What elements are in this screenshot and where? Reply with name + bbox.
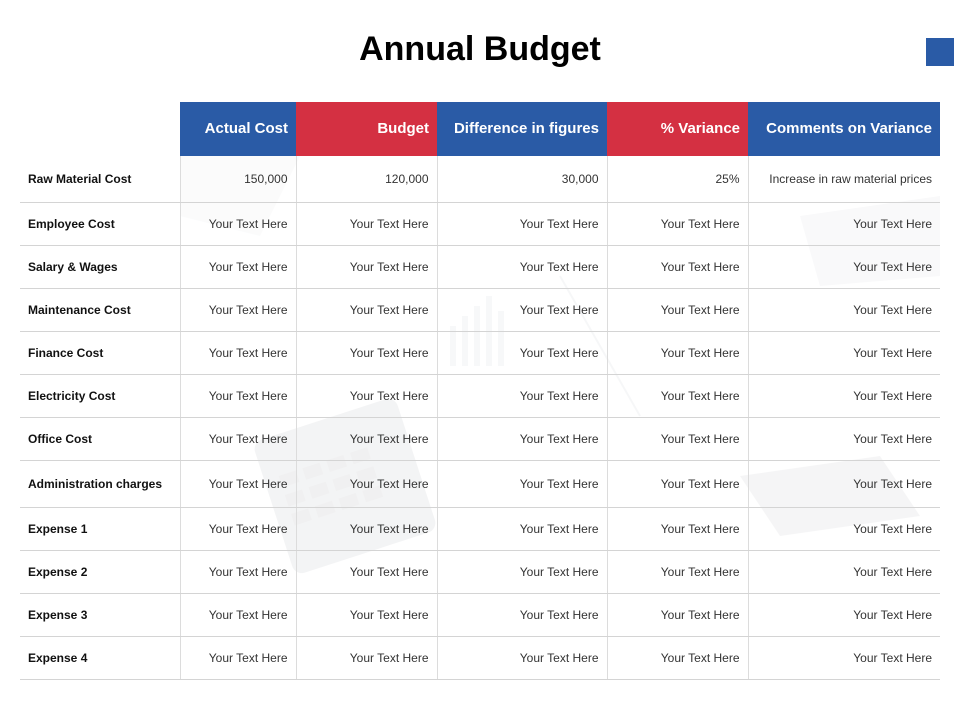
row-label: Office Cost — [20, 418, 180, 461]
table-cell: Your Text Here — [607, 418, 748, 461]
header-variance: % Variance — [607, 102, 748, 156]
table-cell: Your Text Here — [748, 594, 940, 637]
table-cell: Your Text Here — [748, 508, 940, 551]
table-cell: 30,000 — [437, 156, 607, 203]
table-cell: Your Text Here — [180, 289, 296, 332]
table-row — [20, 551, 940, 594]
table-cell: Increase in raw material prices — [748, 156, 940, 203]
table-cell: Your Text Here — [607, 246, 748, 289]
table-cell: Your Text Here — [748, 551, 940, 594]
table-row — [20, 203, 940, 246]
header-budget: Budget — [296, 102, 437, 156]
row-label: Raw Material Cost — [20, 156, 180, 203]
table-cell: Your Text Here — [437, 203, 607, 246]
row-label: Employee Cost — [20, 203, 180, 246]
table-cell: Your Text Here — [296, 418, 437, 461]
table-cell: Your Text Here — [748, 203, 940, 246]
table-cell: Your Text Here — [607, 461, 748, 508]
header-difference: Difference in figures — [437, 102, 607, 156]
table-cell: Your Text Here — [437, 508, 607, 551]
table-cell: Your Text Here — [180, 203, 296, 246]
table-cell: Your Text Here — [296, 332, 437, 375]
table-cell: Your Text Here — [437, 551, 607, 594]
header-actual-cost: Actual Cost — [180, 102, 296, 156]
row-label: Expense 1 — [20, 508, 180, 551]
table-cell: Your Text Here — [296, 637, 437, 680]
table-cell: 150,000 — [180, 156, 296, 203]
table-cell: Your Text Here — [296, 246, 437, 289]
row-label: Salary & Wages — [20, 246, 180, 289]
table-cell: Your Text Here — [180, 508, 296, 551]
row-label: Expense 2 — [20, 551, 180, 594]
table-cell: Your Text Here — [607, 203, 748, 246]
table-row — [20, 375, 940, 418]
table-cell: Your Text Here — [180, 332, 296, 375]
table-cell: Your Text Here — [607, 594, 748, 637]
table-cell: 25% — [607, 156, 748, 203]
page-title: Annual Budget — [359, 30, 601, 68]
row-label: Finance Cost — [20, 332, 180, 375]
row-label: Maintenance Cost — [20, 289, 180, 332]
row-label: Electricity Cost — [20, 375, 180, 418]
table-cell: Your Text Here — [296, 594, 437, 637]
header-blank — [20, 102, 180, 156]
table-cell: Your Text Here — [180, 375, 296, 418]
table-row — [20, 508, 940, 551]
table-cell: Your Text Here — [607, 637, 748, 680]
table-cell: Your Text Here — [296, 508, 437, 551]
table-cell: Your Text Here — [437, 637, 607, 680]
table-cell: Your Text Here — [296, 289, 437, 332]
table-cell: Your Text Here — [748, 418, 940, 461]
table-cell: Your Text Here — [748, 637, 940, 680]
table-cell: Your Text Here — [180, 418, 296, 461]
table-cell: Your Text Here — [296, 461, 437, 508]
table-cell: Your Text Here — [437, 375, 607, 418]
header-row — [20, 102, 940, 156]
table-row — [20, 246, 940, 289]
table-cell: Your Text Here — [748, 332, 940, 375]
table-cell: Your Text Here — [607, 332, 748, 375]
table-row — [20, 418, 940, 461]
table-cell: Your Text Here — [180, 637, 296, 680]
table-cell: 120,000 — [296, 156, 437, 203]
table-cell: Your Text Here — [748, 289, 940, 332]
table-cell: Your Text Here — [180, 551, 296, 594]
table-cell: Your Text Here — [607, 375, 748, 418]
table-cell: Your Text Here — [180, 594, 296, 637]
table-cell: Your Text Here — [607, 508, 748, 551]
table-row — [20, 289, 940, 332]
header-comments: Comments on Variance — [748, 102, 940, 156]
corner-accent-square — [926, 38, 954, 66]
budget-table — [20, 102, 940, 680]
row-label: Expense 4 — [20, 637, 180, 680]
row-label: Expense 3 — [20, 594, 180, 637]
table-cell: Your Text Here — [437, 461, 607, 508]
table-cell: Your Text Here — [748, 375, 940, 418]
row-label: Administration charges — [20, 461, 180, 508]
table-cell: Your Text Here — [748, 246, 940, 289]
table-cell: Your Text Here — [748, 461, 940, 508]
table-cell: Your Text Here — [296, 203, 437, 246]
table-row — [20, 332, 940, 375]
table-row — [20, 156, 940, 203]
table-cell: Your Text Here — [437, 594, 607, 637]
table-cell: Your Text Here — [437, 246, 607, 289]
table-cell: Your Text Here — [296, 551, 437, 594]
table-row — [20, 637, 940, 680]
table-cell: Your Text Here — [437, 332, 607, 375]
table-cell: Your Text Here — [437, 418, 607, 461]
table-cell: Your Text Here — [607, 289, 748, 332]
table-row — [20, 594, 940, 637]
table-cell: Your Text Here — [607, 551, 748, 594]
table-cell: Your Text Here — [296, 375, 437, 418]
table-cell: Your Text Here — [180, 246, 296, 289]
table-cell: Your Text Here — [180, 461, 296, 508]
table-row — [20, 461, 940, 508]
table-cell: Your Text Here — [437, 289, 607, 332]
